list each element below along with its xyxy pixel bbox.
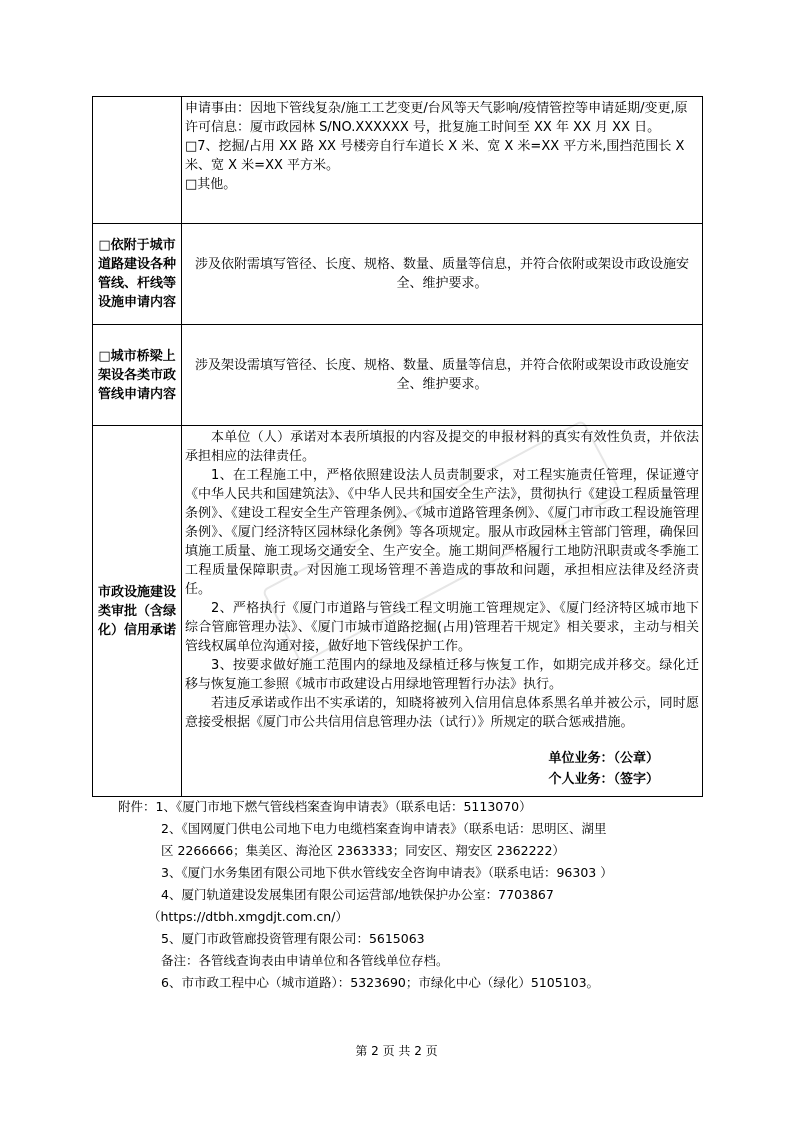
remark: 备注：各管线查询表由申请单位和各管线单位存档。: [161, 953, 449, 968]
attachment-3: 3、《厦门水务集团有限公司地下供水管线安全咨询申请表》（联系电话：96303 ）: [161, 865, 613, 880]
attachment-5: 5、厦门市政管廊投资管理有限公司：5615063: [161, 931, 425, 946]
commitment-item-3: 3、按要求做好施工范围内的绿地及绿植迁移与恢复工作，如期完成并移交。绿化迁移与恢复施工参照《城市市政建设占用绿地管理暂行办法》执行。: [185, 658, 699, 692]
option-other-line[interactable]: □其他。: [185, 177, 237, 192]
reason-content: [182, 97, 703, 224]
unit-seal-line: 单位业务：（公章）: [548, 751, 659, 766]
personal-sign-line: 个人业务：（签字）: [548, 772, 659, 787]
form-row-bridge-pipelines: [93, 325, 703, 426]
commitment-item-2: 2、严格执行《厦门市道路与管线工程文明施工管理规定》、《厦门经济特区城市地下综合管廊管理办法》、《厦门市城市道路挖掘(占用)管理若干规定》相关要求，主动与相关管线权属单位沟通对接，做好地下管线保护工作。: [185, 601, 699, 654]
bridge-pipelines-content: 涉及架设需填写管径、长度、规格、数量、质量等信息，并符合依附或架设市政设施安全、维护要求。: [182, 325, 703, 426]
commitment-intro: 本单位（人）承诺对本表所填报的内容及提交的申报材料的真实有效性负责，并依法承担相应的法律责任。: [185, 430, 699, 464]
form-row-reason: [93, 97, 703, 224]
signature-block: [185, 748, 699, 790]
credit-commitment-label: 市政设施建设类审批（含绿化）信用承诺: [93, 426, 182, 797]
page-number: 第 2 页 共 2 页: [355, 1044, 438, 1058]
attachment-2-cont: 区 2266666；集美区、海沧区 2363333；同安区、翔安区 2362222）: [161, 843, 565, 858]
attachment-2: 2、《国网厦门供电公司地下电力电缆档案查询申请表》（联系电话：思明区、湖里: [161, 821, 607, 836]
credit-commitment-content: [182, 426, 703, 797]
row-label-empty: [93, 97, 182, 224]
attachment-4-url[interactable]: （https://dtbh.xmgdjt.com.cn/）: [148, 909, 348, 924]
bridge-pipelines-label[interactable]: □城市桥梁上架设各类市政管线申请内容: [93, 325, 182, 426]
attached-pipelines-content: 涉及依附需填写管径、长度、规格、数量、质量等信息，并符合依附或架设市政设施安全、维护要求。: [182, 224, 703, 325]
commitment-closing: 若违反承诺或作出不实承诺的，知晓将被列入信用信息体系黑名单并被公示，同时愿意接受根据《厦门市公共信用信息管理办法（试行）》所规定的联合惩戒措施。: [185, 696, 699, 730]
attached-pipelines-label[interactable]: □依附于城市道路建设各种管线、杆线等设施申请内容: [93, 224, 182, 325]
attachment-1: 附件：1、《厦门市地下燃气管线档案查询申请表》（联系电话：5113070）: [118, 799, 532, 814]
application-form-table: [92, 96, 703, 797]
attachment-4: 4、厦门轨道建设发展集团有限公司运营部/地铁保护办公室：7703867: [161, 887, 554, 902]
option-7-line[interactable]: □7、挖掘/占用 XX 路 XX 号楼旁自行车道长 X 米、宽 X 米=XX 平方米,围挡范围长 X 米、宽 X 米=XX 平方米。: [185, 139, 685, 173]
attachment-6: 6、市市政工程中心（城市道路）：5323690；市绿化中心（绿化）5105103。: [161, 975, 600, 990]
form-row-credit-commitment: [93, 426, 703, 797]
form-row-attached-pipelines: [93, 224, 703, 325]
attachments-section: [118, 796, 718, 994]
commitment-item-1: 1、在工程施工中，严格依照建设法人员责制要求，对工程实施责任管理，保证遵守《中华人民共和国建筑法》、《中华人民共和国安全生产法》，贯彻执行《建设工程质量管理条例》、《建设工程安全生产管理条例》、《城市道路管理条例》、《厦门市市政工程设施管理条例》、《厦门经济特区园林绿化条例》等各项规定。服从市政园林主管部门管理，确保回填施工质量、施工现场交通安全、生产安全。施工期间严格履行工地防汛职责或冬季施工工程质量保障职责。对因施工现场管理不善造成的事故和问题，承担相应法律及经济责任。: [185, 468, 699, 597]
reason-line: 申请事由：因地下管线复杂/施工工艺变更/台风等天气影响/疫情管控等申请延期/变更,原许可信息：厦市政园林 S/NO.XXXXXX 号，批复施工时间至 XX 年 XX 月 XX 日。: [185, 101, 688, 135]
